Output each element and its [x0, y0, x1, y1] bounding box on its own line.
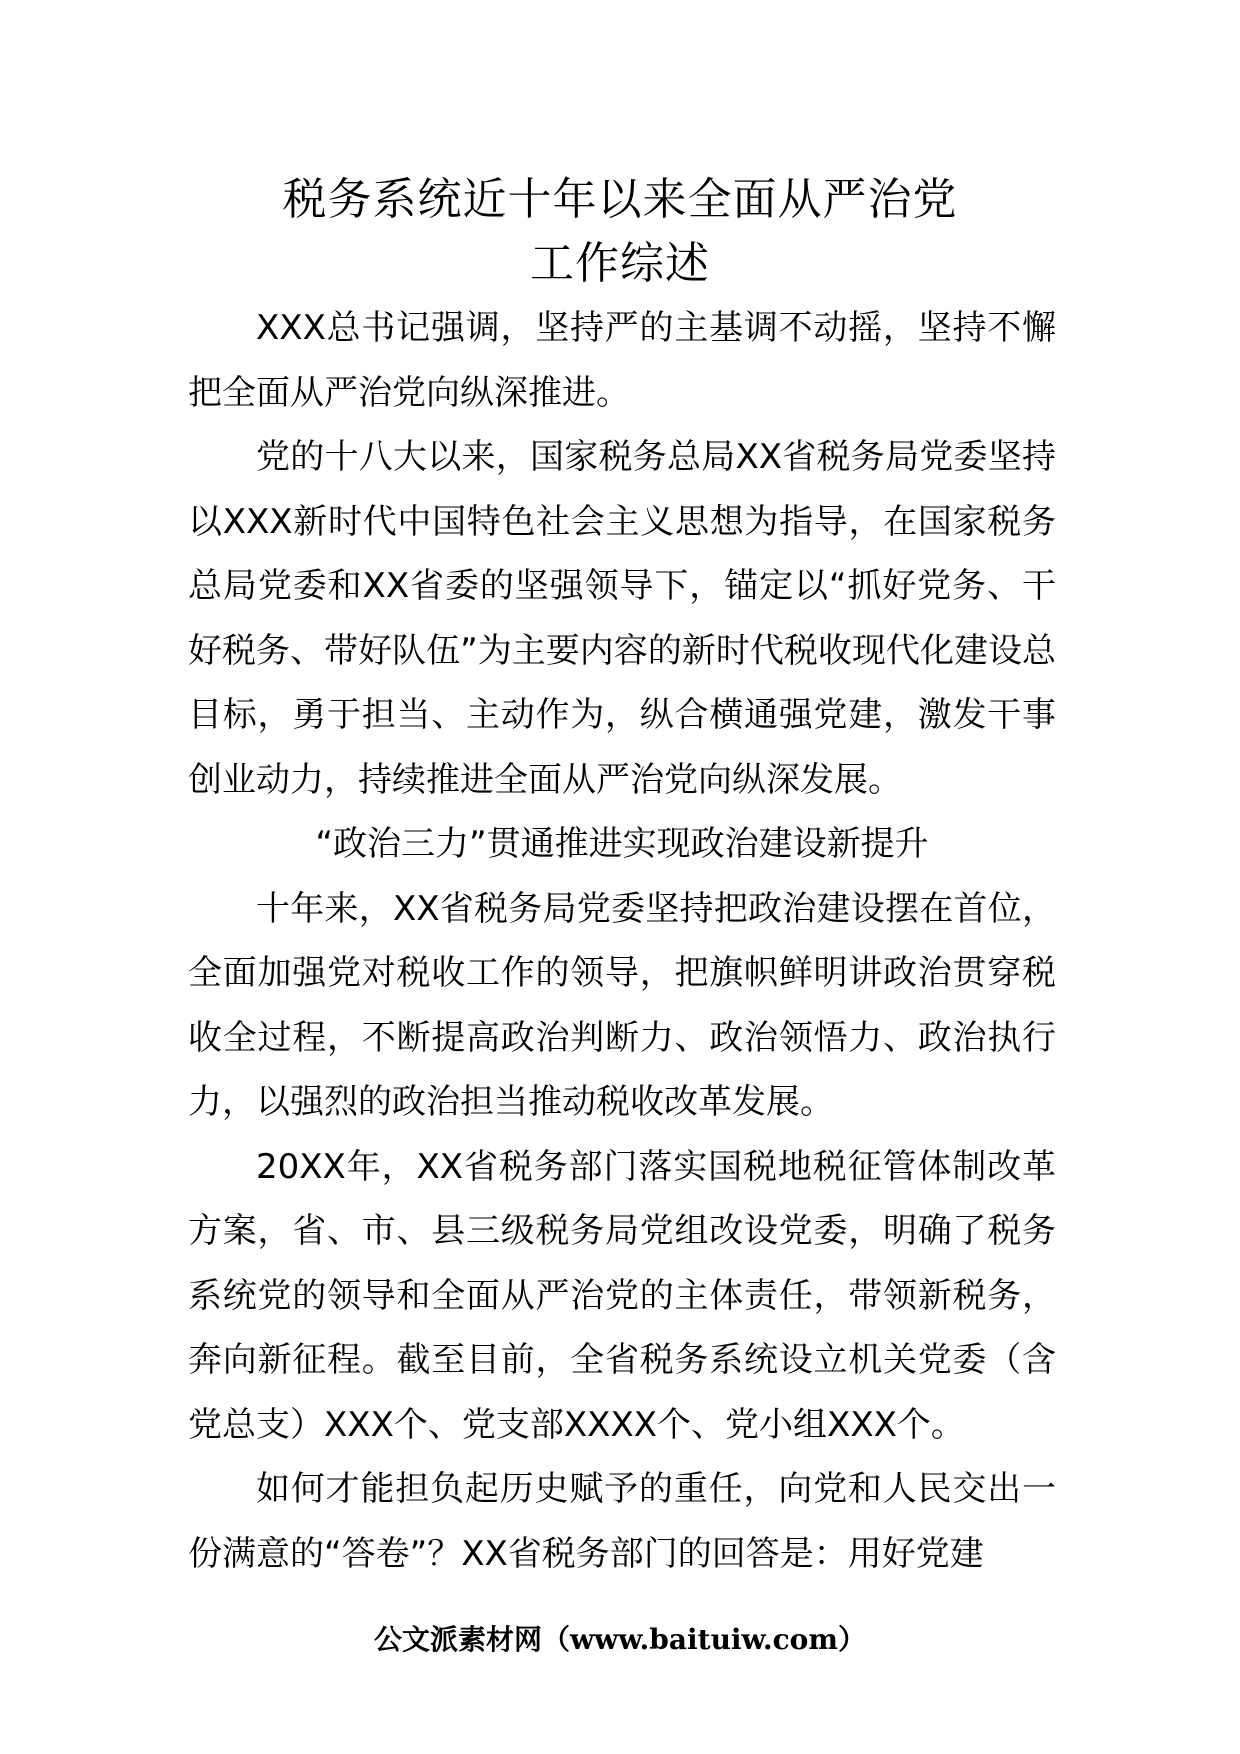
section-heading: “政治三力”贯通推进实现政治建设新提升	[315, 824, 929, 864]
body-paragraph: 20XX年，XX省税务部门落实国税地税征管体制改革方案，省、市、县三级税务局党组改设党委，明确了税务系统党的领导和全面从严治党的主体责任，带领新税务，奔向新征程。截至目前，全省税务系统设立机关党委（含党总支）XXX个、党支部XXXX个、党小组XXX个。	[188, 1146, 1056, 1445]
document-title-line2: 工作综述	[530, 238, 710, 289]
document-body	[188, 296, 1056, 1586]
body-paragraph: 十年来，XX省税务局党委坚持把政治建设摆在首位，全面加强党对税收工作的领导，把旗帜鲜明讲政治贯穿税收全过程，不断提高政治判断力、政治领悟力、政治执行力，以强烈的政治担当推动税收改革发展。	[188, 888, 1056, 1122]
body-paragraph: 党的十八大以来，国家税务总局XX省税务局党委坚持以XXX新时代中国特色社会主义思想为指导，在国家税务总局党委和XX省委的坚强领导下，锚定以“抓好党务、干好税务、带好队伍”为主要内容的新时代税收现代化建设总目标，勇于担当、主动作为，纵合横通强党建，激发干事创业动力，持续推进全面从严治党向纵深发展。	[188, 437, 1056, 800]
document-title-line1: 税务系统近十年以来全面从严治党	[282, 174, 958, 225]
body-paragraph: XXX总书记强调，坚持严的主基调不动摇，坚持不懈把全面从严治党向纵深推进。	[188, 308, 1056, 413]
footer-watermark: 公文派素材网（www.baituiw.com）	[374, 1623, 866, 1656]
body-paragraph: 如何才能担负起历史赋予的重任，向党和人民交出一份满意的“答卷”？XX省税务部门的回答是：用好党建	[188, 1469, 1056, 1574]
